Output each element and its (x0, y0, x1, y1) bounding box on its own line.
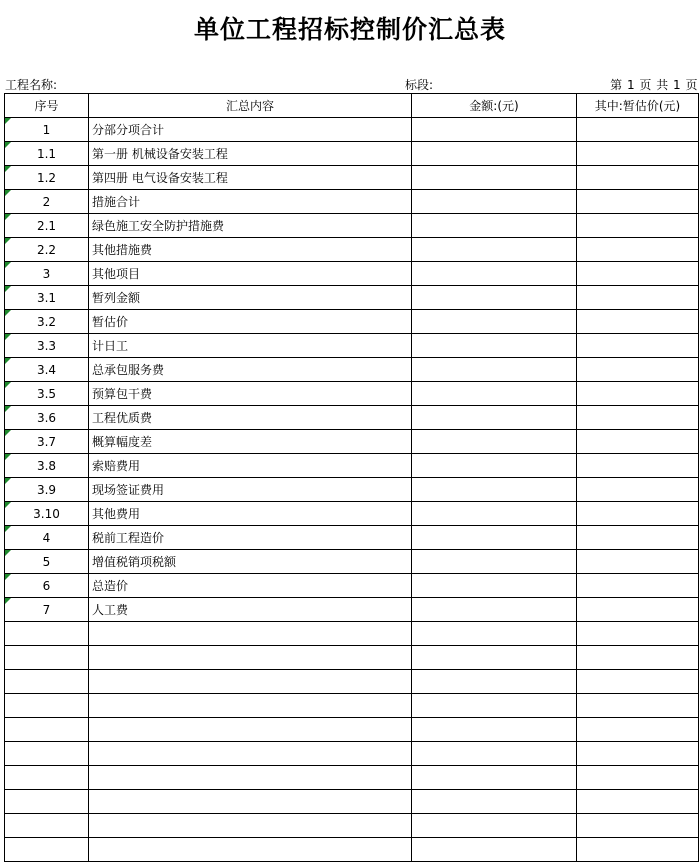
header-seq: 序号 (5, 94, 89, 118)
row-seq: 3.5 (5, 382, 89, 406)
row-content: 其他措施费 (89, 238, 412, 262)
row-content: 第一册 机械设备安装工程 (89, 142, 412, 166)
blank-cell[interactable] (89, 670, 412, 694)
blank-cell[interactable] (5, 622, 89, 646)
row-seq: 6 (5, 574, 89, 598)
row-provisional-cell[interactable] (577, 334, 699, 358)
row-provisional-cell[interactable] (577, 310, 699, 334)
blank-cell[interactable] (5, 670, 89, 694)
table-row (5, 454, 699, 478)
row-seq: 5 (5, 550, 89, 574)
blank-cell[interactable] (577, 790, 699, 814)
blank-cell[interactable] (577, 814, 699, 838)
table-row (5, 190, 699, 214)
row-seq: 3.4 (5, 358, 89, 382)
row-seq: 1.1 (5, 142, 89, 166)
blank-cell[interactable] (577, 766, 699, 790)
table-row (5, 142, 699, 166)
row-content: 绿色施工安全防护措施费 (89, 214, 412, 238)
row-provisional-cell[interactable] (577, 214, 699, 238)
blank-cell[interactable] (5, 766, 89, 790)
blank-row (5, 790, 699, 814)
blank-cell[interactable] (89, 814, 412, 838)
row-seq: 7 (5, 598, 89, 622)
row-seq: 3.3 (5, 334, 89, 358)
row-amount-cell[interactable] (412, 550, 577, 574)
row-amount-cell[interactable] (412, 406, 577, 430)
summary-table (4, 93, 699, 862)
row-amount-cell[interactable] (412, 238, 577, 262)
row-content: 总造价 (89, 574, 412, 598)
section-label: 标段: (405, 78, 434, 92)
blank-cell[interactable] (412, 814, 577, 838)
blank-cell[interactable] (577, 646, 699, 670)
blank-row (5, 718, 699, 742)
row-content: 人工费 (89, 598, 412, 622)
table-row (5, 502, 699, 526)
row-content: 分部分项合计 (89, 118, 412, 142)
row-provisional-cell[interactable] (577, 358, 699, 382)
blank-cell[interactable] (412, 718, 577, 742)
blank-cell[interactable] (412, 670, 577, 694)
row-provisional-cell[interactable] (577, 166, 699, 190)
row-provisional-cell[interactable] (577, 142, 699, 166)
row-content: 计日工 (89, 334, 412, 358)
row-content: 第四册 电气设备安装工程 (89, 166, 412, 190)
blank-row (5, 694, 699, 718)
row-amount-cell[interactable] (412, 142, 577, 166)
blank-row (5, 670, 699, 694)
row-seq: 2 (5, 190, 89, 214)
table-row (5, 574, 699, 598)
blank-cell[interactable] (412, 838, 577, 862)
row-amount-cell[interactable] (412, 502, 577, 526)
blank-cell[interactable] (577, 838, 699, 862)
table-row (5, 358, 699, 382)
row-content: 工程优质费 (89, 406, 412, 430)
row-provisional-cell[interactable] (577, 406, 699, 430)
table-row (5, 430, 699, 454)
project-name-label: 工程名称: (5, 78, 58, 92)
blank-cell[interactable] (412, 790, 577, 814)
row-content: 总承包服务费 (89, 358, 412, 382)
row-seq: 3.10 (5, 502, 89, 526)
table-row (5, 118, 699, 142)
blank-cell[interactable] (5, 718, 89, 742)
row-amount-cell[interactable] (412, 454, 577, 478)
blank-row (5, 622, 699, 646)
table-row (5, 262, 699, 286)
blank-cell[interactable] (89, 838, 412, 862)
row-provisional-cell[interactable] (577, 526, 699, 550)
row-amount-cell[interactable] (412, 262, 577, 286)
blank-cell[interactable] (412, 766, 577, 790)
blank-cell[interactable] (89, 766, 412, 790)
blank-cell[interactable] (89, 742, 412, 766)
blank-cell[interactable] (412, 622, 577, 646)
table-row (5, 166, 699, 190)
table-row (5, 310, 699, 334)
row-seq: 1 (5, 118, 89, 142)
blank-row (5, 646, 699, 670)
row-provisional-cell[interactable] (577, 286, 699, 310)
table-row (5, 382, 699, 406)
row-amount-cell[interactable] (412, 358, 577, 382)
row-provisional-cell[interactable] (577, 118, 699, 142)
row-provisional-cell[interactable] (577, 238, 699, 262)
row-amount-cell[interactable] (412, 166, 577, 190)
header-row (5, 94, 699, 118)
row-content: 其他费用 (89, 502, 412, 526)
blank-cell[interactable] (5, 742, 89, 766)
header-content: 汇总内容 (89, 94, 412, 118)
page-title: 单位工程招标控制价汇总表 (193, 15, 506, 44)
header-provisional: 其中:暂估价(元) (577, 94, 699, 118)
row-amount-cell[interactable] (412, 310, 577, 334)
table-row (5, 238, 699, 262)
blank-cell[interactable] (412, 646, 577, 670)
row-amount-cell[interactable] (412, 598, 577, 622)
blank-cell[interactable] (577, 622, 699, 646)
blank-cell[interactable] (577, 670, 699, 694)
table-row (5, 406, 699, 430)
blank-cell[interactable] (5, 694, 89, 718)
table-row (5, 334, 699, 358)
row-content: 暂估价 (89, 310, 412, 334)
table-row (5, 598, 699, 622)
row-content: 增值税销项税额 (89, 550, 412, 574)
row-content: 措施合计 (89, 190, 412, 214)
table-row (5, 478, 699, 502)
row-seq: 2.1 (5, 214, 89, 238)
blank-cell[interactable] (89, 622, 412, 646)
header-amount: 金额:(元) (412, 94, 577, 118)
row-content: 索赔费用 (89, 454, 412, 478)
row-amount-cell[interactable] (412, 526, 577, 550)
blank-cell[interactable] (89, 718, 412, 742)
table-row (5, 214, 699, 238)
row-content: 其他项目 (89, 262, 412, 286)
row-provisional-cell[interactable] (577, 550, 699, 574)
row-content: 现场签证费用 (89, 478, 412, 502)
blank-cell[interactable] (5, 646, 89, 670)
row-content: 概算幅度差 (89, 430, 412, 454)
row-provisional-cell[interactable] (577, 382, 699, 406)
row-amount-cell[interactable] (412, 286, 577, 310)
blank-row (5, 814, 699, 838)
row-amount-cell[interactable] (412, 214, 577, 238)
row-provisional-cell[interactable] (577, 502, 699, 526)
blank-cell[interactable] (5, 838, 89, 862)
row-seq: 3.6 (5, 406, 89, 430)
row-provisional-cell[interactable] (577, 478, 699, 502)
blank-cell[interactable] (577, 742, 699, 766)
row-content: 暂列金额 (89, 286, 412, 310)
blank-cell[interactable] (412, 694, 577, 718)
row-amount-cell[interactable] (412, 382, 577, 406)
row-seq: 3.7 (5, 430, 89, 454)
page-info: 第 1 页 共 1 页 (610, 78, 698, 92)
blank-cell[interactable] (577, 694, 699, 718)
row-provisional-cell[interactable] (577, 262, 699, 286)
table-row (5, 550, 699, 574)
row-provisional-cell[interactable] (577, 430, 699, 454)
blank-cell[interactable] (5, 814, 89, 838)
blank-cell[interactable] (577, 718, 699, 742)
row-amount-cell[interactable] (412, 190, 577, 214)
row-content: 税前工程造价 (89, 526, 412, 550)
blank-row (5, 838, 699, 862)
blank-cell[interactable] (89, 694, 412, 718)
row-provisional-cell[interactable] (577, 190, 699, 214)
row-amount-cell[interactable] (412, 430, 577, 454)
row-amount-cell[interactable] (412, 334, 577, 358)
table-row (5, 286, 699, 310)
row-seq: 4 (5, 526, 89, 550)
row-amount-cell[interactable] (412, 478, 577, 502)
row-seq: 3.2 (5, 310, 89, 334)
row-seq: 3.1 (5, 286, 89, 310)
blank-cell[interactable] (89, 646, 412, 670)
row-provisional-cell[interactable] (577, 454, 699, 478)
table-row (5, 526, 699, 550)
blank-row (5, 742, 699, 766)
row-amount-cell[interactable] (412, 118, 577, 142)
blank-row (5, 766, 699, 790)
blank-cell[interactable] (89, 790, 412, 814)
row-seq: 2.2 (5, 238, 89, 262)
blank-cell[interactable] (5, 790, 89, 814)
row-content: 预算包干费 (89, 382, 412, 406)
row-provisional-cell[interactable] (577, 574, 699, 598)
row-seq: 1.2 (5, 166, 89, 190)
blank-cell[interactable] (412, 742, 577, 766)
row-seq: 3.9 (5, 478, 89, 502)
row-seq: 3 (5, 262, 89, 286)
row-provisional-cell[interactable] (577, 598, 699, 622)
row-amount-cell[interactable] (412, 574, 577, 598)
table-body (5, 118, 699, 862)
row-seq: 3.8 (5, 454, 89, 478)
